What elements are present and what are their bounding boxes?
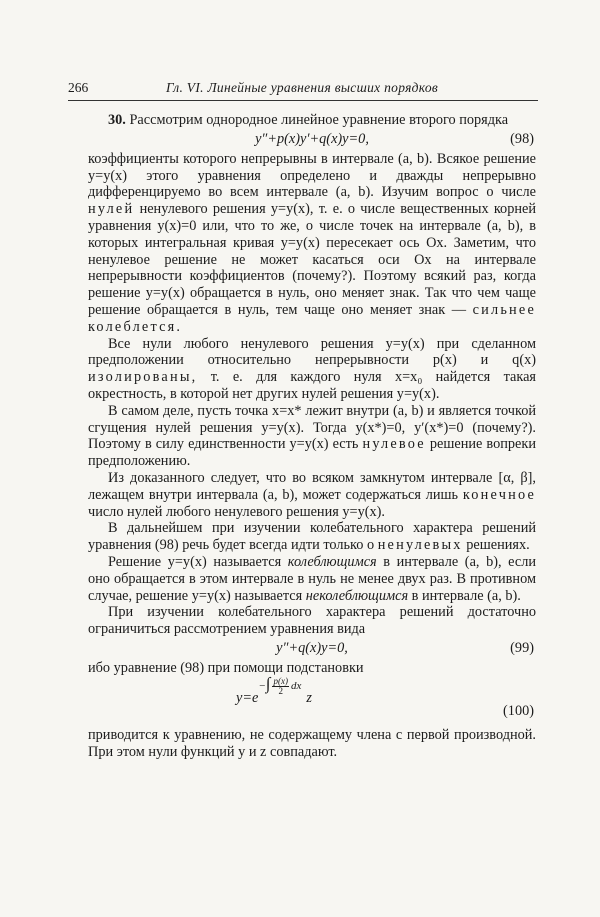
spaced-term: ненулевых bbox=[377, 537, 463, 554]
paragraph-6: Решение y=y(x) называется колеблющимся в интервале (a, b), если оно обращается в этом интервале в нуль не менее двух раз. В противном случае, решение y=y(x) называется неколеблющимся в интервале (a, b). bbox=[88, 553, 537, 604]
paragraph-intro bbox=[88, 112, 536, 129]
paragraph-7: При изучении колебательного характера решений достаточно ограничиться рассмотрением уравнения вида bbox=[88, 604, 536, 638]
paragraph-2: Все нули любого ненулевого решения y=y(x) при сделанном предположении относительно непрерывности p(x) и q(x) изолированы, т. е. для каждого нуля x=x₀ найдется такая окрестность, в которой нет других нулей решения y=y(x). bbox=[88, 335, 537, 402]
equation-98-formula: y″+p(x)y′+q(x)y=0, bbox=[255, 130, 369, 147]
spaced-term: нулей bbox=[88, 201, 135, 218]
intro-text: Рассмотрим однородное линейное уравнение второго порядка bbox=[129, 112, 509, 128]
running-title: Гл. VI. Линейные уравнения высших порядков bbox=[166, 80, 439, 95]
section-number: 30. bbox=[108, 112, 126, 128]
paragraph-5: В дальнейшем при изучении колебательного характера решений уравнения (98) речь будет всегда идти только о ненулевых решениях. bbox=[88, 520, 536, 554]
equation-98-number: (98) bbox=[510, 130, 534, 147]
main-text bbox=[88, 112, 536, 760]
exponent: −∫ $\frac{p(x)}{2}$ dx bbox=[258, 673, 302, 696]
equation-100 bbox=[88, 673, 536, 727]
paragraph-9: приводится к уравнению, не содержащему члена с первой производной. При этом нули функций y и z совпадают. bbox=[88, 726, 536, 760]
page-number: 266 bbox=[68, 80, 89, 95]
integral-sign: ∫ bbox=[265, 673, 271, 693]
equation-99 bbox=[88, 638, 536, 660]
spaced-term: нулевое bbox=[362, 436, 426, 453]
equation-99-number: (99) bbox=[510, 639, 534, 656]
running-header bbox=[68, 76, 538, 101]
italic-term: колеблющимся bbox=[287, 553, 377, 570]
paragraph-3: В самом деле, пусть точка x=x* лежит внутри (a, b) и является точкой сгущения нулей решения y=y(x). Тогда y(x*)=0, y′(x*)=0 (почему?). Поэтому в силу единственности y=y(x) есть нулевое решение вопреки предположению. bbox=[88, 402, 536, 470]
italic-term: неколеблющимся bbox=[305, 587, 409, 604]
paragraph-1: коэффициенты которого непрерывны в интервале (a, b). Всякое решение y=y(x) этого уравнения определено и дважды непрерывно дифференцируемо во всем интервале (a, b). Изучим вопрос о числе нулей ненулевого решения y=y(x), т. е. о числе вещественных корней уравнения y(x)=0 или, что то же, о числе точек на интервале (a, b), в которых интегральная кривая y=y(x) пересекает ось Ox. Заметим, что ненулевое решение не может касаться оси Ox на интервале непрерывности коэффициентов (почему?). Поэтому всякий раз, когда решение y=y(x) обращается в нуль, оно меняет знак. Так что чем чаще решение обращается в нуль, тем чаще оно меняет знак — сильнее колеблется. bbox=[88, 150, 536, 335]
exponent-fraction: $\frac{p(x)}{2}$ bbox=[273, 675, 288, 696]
spaced-term: сильнее колеблется. bbox=[88, 301, 536, 335]
spaced-term: изолированы, bbox=[88, 369, 198, 386]
paragraph-8: ибо уравнение (98) при помощи подстановки bbox=[88, 659, 364, 676]
equation-100-formula: y=e−∫ $\frac{p(x)}{2}$ dxz bbox=[236, 673, 312, 706]
equation-100-number: (100) bbox=[503, 702, 534, 719]
spaced-term: конечное bbox=[462, 486, 537, 503]
equation-99-formula: y″+q(x)y=0, bbox=[276, 639, 348, 656]
equation-98 bbox=[88, 129, 536, 151]
paragraph-4: Из доказанного следует, что во всяком замкнутом интервале [α, β], лежащем внутри интервала (a, b), может содержаться лишь конечное число нулей любого ненулевого решения y=y(x). bbox=[88, 469, 537, 520]
